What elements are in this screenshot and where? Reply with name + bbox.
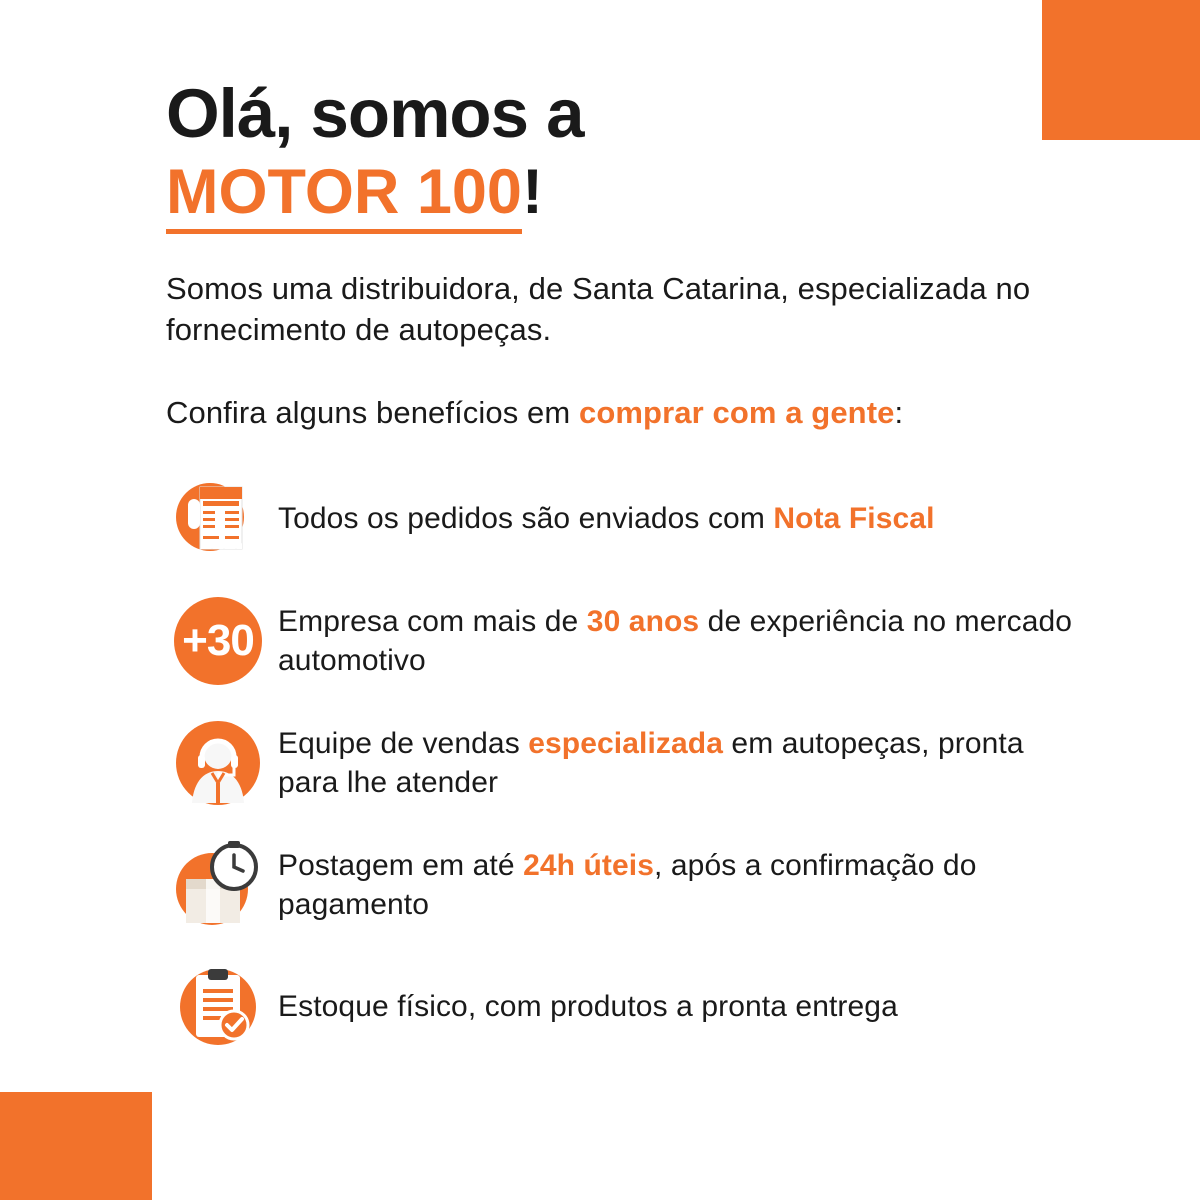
list-item	[166, 959, 1086, 1055]
list-item-text	[270, 846, 1086, 924]
package-stopwatch-icon	[166, 837, 270, 933]
list-item-text-before: Estoque físico, com produtos a pronta entrega	[278, 990, 898, 1024]
list-item	[166, 593, 1086, 689]
list-item-text	[270, 724, 1086, 802]
headset-agent-icon	[166, 715, 270, 811]
list-item-text	[270, 602, 1086, 680]
benefits-intro-after: :	[894, 394, 904, 430]
list-item-text-before: Postagem em até	[278, 848, 524, 882]
benefits-list	[166, 471, 1086, 1055]
list-item-text	[270, 499, 935, 538]
list-item-text-after: de experiência no mercado automotivo	[278, 604, 1073, 677]
page-content	[166, 75, 1086, 1081]
brand-exclamation: !	[521, 157, 543, 228]
benefits-intro	[166, 395, 1086, 431]
list-item-text-before: Empresa com mais de	[278, 604, 587, 638]
benefits-intro-before: Confira alguns benefícios em	[166, 394, 580, 430]
list-item-text-before: Todos os pedidos são enviados com	[278, 502, 774, 536]
receipt-icon	[166, 471, 270, 567]
list-item	[166, 837, 1086, 933]
clipboard-check-icon	[166, 959, 270, 1055]
page-title-line1: Olá, somos a	[166, 75, 584, 152]
list-item-text-after: em autopeças, pronta para lhe atender	[278, 726, 1024, 799]
list-item-text-after: , após a confirmação do pagamento	[278, 848, 977, 921]
plus-30-badge-label: +30	[174, 597, 262, 685]
list-item-text	[270, 987, 898, 1026]
brand-name: MOTOR 100	[166, 157, 522, 234]
list-item-text-highlight: 24h úteis	[523, 848, 655, 882]
intro-paragraph: Somos uma distribuidora, de Santa Catarina, especializada no fornecimento de autopeças.	[166, 270, 1031, 348]
list-item	[166, 715, 1086, 811]
list-item-text-highlight: especializada	[528, 726, 723, 760]
plus-30-badge-icon	[166, 593, 270, 689]
page-title-line2	[166, 158, 1086, 227]
list-item-text-highlight: Nota Fiscal	[773, 502, 935, 536]
benefits-intro-highlight: comprar com a gente	[579, 394, 895, 430]
decorative-corner-bottom-left	[0, 1092, 152, 1200]
list-item-text-before: Equipe de vendas	[278, 726, 529, 760]
list-item	[166, 471, 1086, 567]
list-item-text-highlight: 30 anos	[586, 604, 700, 638]
